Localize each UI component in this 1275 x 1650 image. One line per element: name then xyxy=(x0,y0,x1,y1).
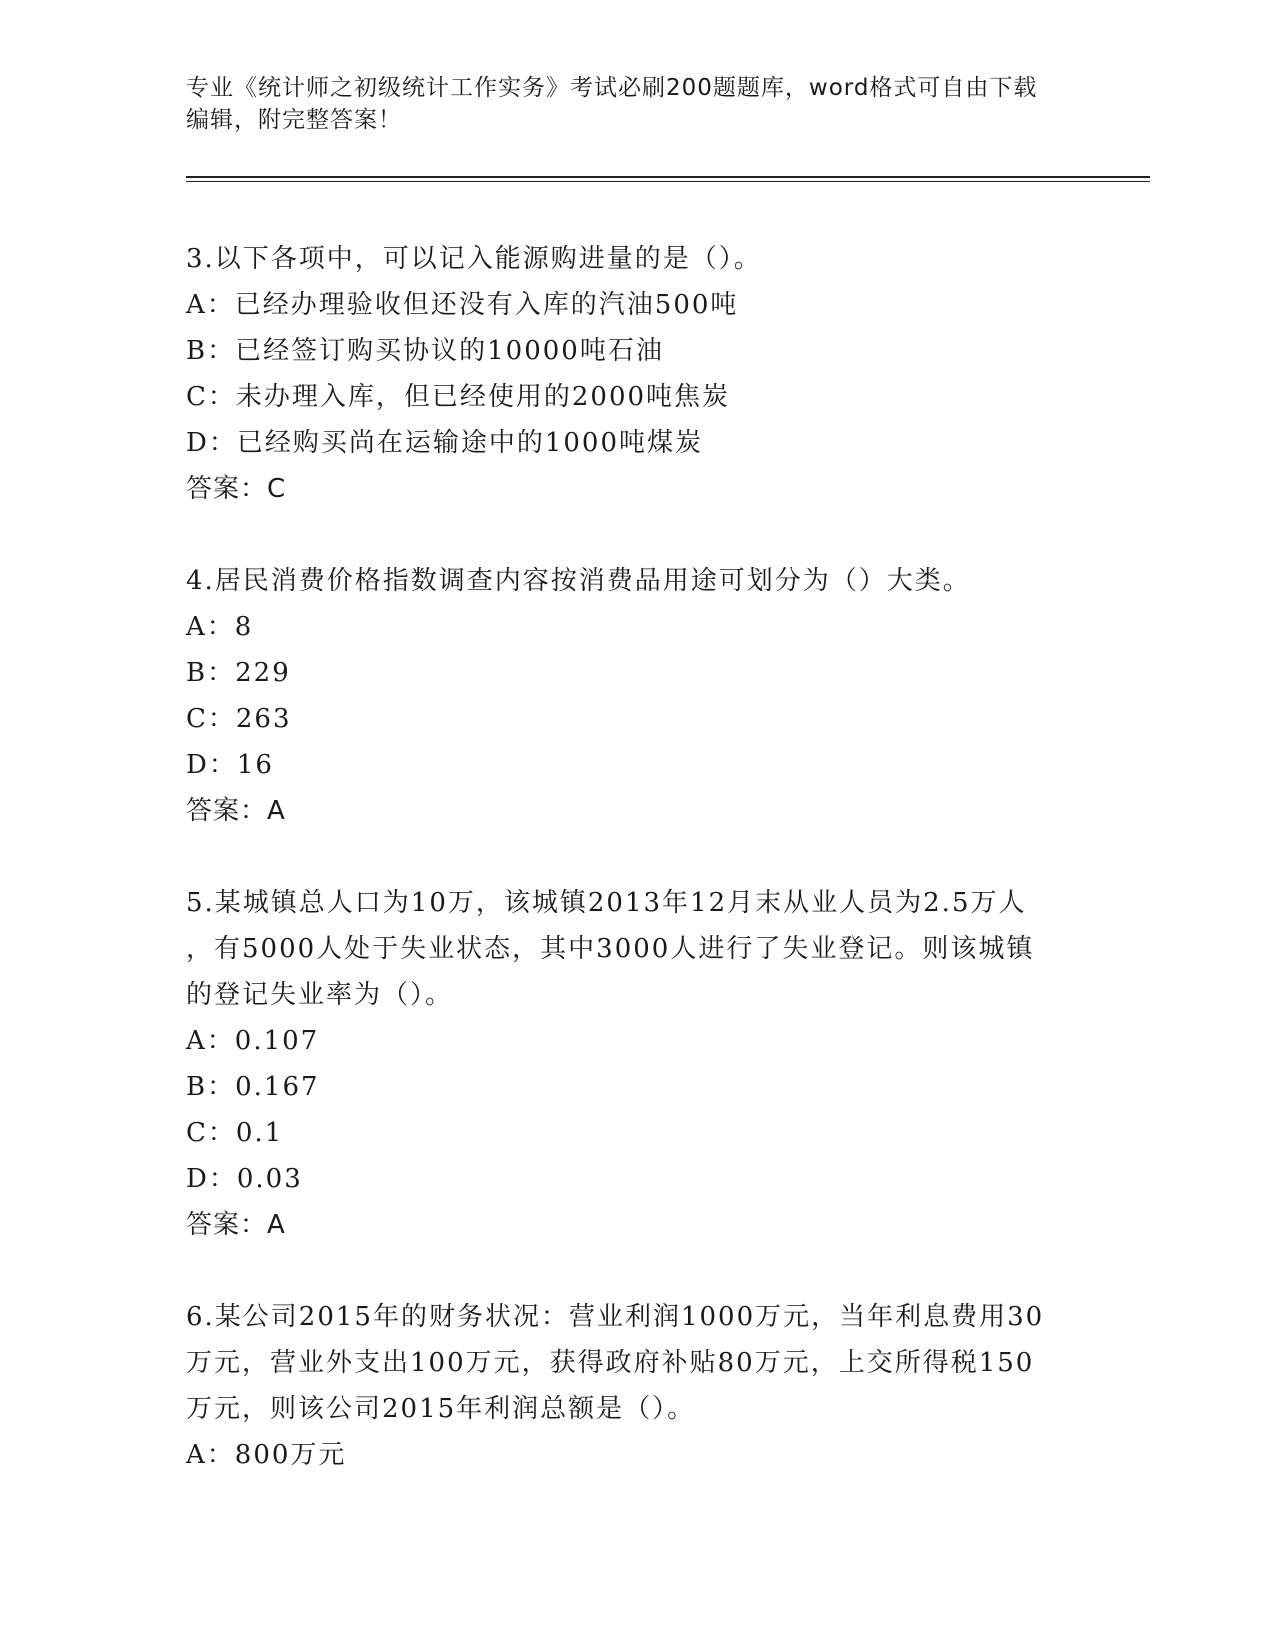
question-3 xyxy=(186,236,1086,512)
answer-text: 答案：A xyxy=(186,796,286,826)
question-4 xyxy=(186,558,1086,834)
question-stem-line: 6.某公司2015年的财务状况：营业利润1000万元，当年利息费用30 xyxy=(186,1302,1045,1332)
option-a: A：800万元 xyxy=(186,1440,347,1470)
header-divider-thin xyxy=(186,181,1150,182)
option-d: D：16 xyxy=(186,750,274,780)
option-b: B：0.167 xyxy=(186,1072,320,1102)
question-stem-line: ，有5000人处于失业状态，其中3000人进行了失业登记。则该城镇 xyxy=(186,934,1035,964)
question-stem-line: 4.居民消费价格指数调查内容按消费品用途可划分为（）大类。 xyxy=(186,566,971,596)
question-5 xyxy=(186,880,1086,1248)
option-c: C：0.1 xyxy=(186,1118,284,1148)
answer-text: 答案：C xyxy=(186,474,287,504)
question-list xyxy=(186,236,1086,1524)
question-stem-line: 3.以下各项中，可以记入能源购进量的是（）。 xyxy=(186,244,762,274)
question-stem-line: 的登记失业率为（）。 xyxy=(186,980,454,1010)
option-d: D：已经购买尚在运输途中的1000吨煤炭 xyxy=(186,428,704,458)
option-b: B：229 xyxy=(186,658,291,688)
question-6 xyxy=(186,1294,1086,1478)
answer-text: 答案：A xyxy=(186,1210,286,1240)
option-a: A：0.107 xyxy=(186,1026,320,1056)
header-line-2: 编辑，附完整答案！ xyxy=(186,107,402,133)
option-a: A：已经办理验收但还没有入库的汽油500吨 xyxy=(186,290,739,320)
question-stem-line: 5.某城镇总人口为10万，该城镇2013年12月末从业人员为2.5万人 xyxy=(186,888,1027,918)
option-a: A：8 xyxy=(186,612,254,642)
header-divider-thick xyxy=(186,176,1150,178)
question-stem-line: 万元，营业外支出100万元，获得政府补贴80万元，上交所得税150 xyxy=(186,1348,1035,1378)
option-b: B：已经签订购买协议的10000吨石油 xyxy=(186,336,664,366)
question-stem-line: 万元，则该公司2015年利润总额是（）。 xyxy=(186,1394,696,1424)
option-c: C：未办理入库，但已经使用的2000吨焦炭 xyxy=(186,382,731,412)
document-header xyxy=(186,72,1086,136)
option-c: C：263 xyxy=(186,704,292,734)
header-line-1: 专业《统计师之初级统计工作实务》考试必刷200题题库，word格式可自由下载 xyxy=(186,75,1038,101)
option-d: D：0.03 xyxy=(186,1164,303,1194)
